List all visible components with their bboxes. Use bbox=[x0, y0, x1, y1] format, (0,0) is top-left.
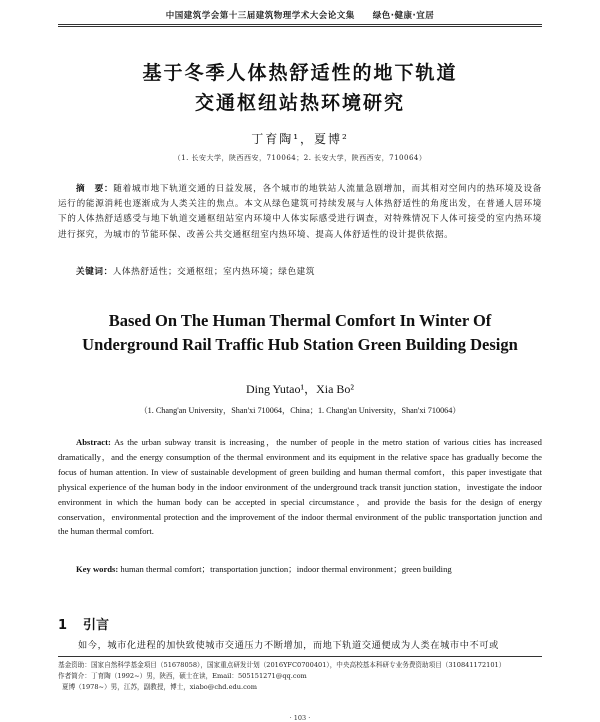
intro-text: 如今，城市化进程的加快致使城市交通压力不断增加，而地下轨道交通便成为人类在城市中不可或 bbox=[78, 640, 499, 651]
chinese-keywords bbox=[76, 265, 542, 277]
footnotes bbox=[58, 660, 542, 694]
footnote-rule bbox=[58, 656, 542, 657]
english-keywords-label: Key words: bbox=[76, 564, 119, 574]
footnote-corresponding: 夏博（1978~）男，江苏，副教授，博士，xiabo@chd.edu.com bbox=[62, 683, 257, 692]
english-keywords bbox=[58, 562, 542, 577]
intro-first-line bbox=[58, 637, 548, 651]
section-number: 1 bbox=[58, 618, 68, 633]
footnote-author-intro: 作者简介：丁育陶（1992~）男，陕西，硕士在读，Email：505151271@qq.com bbox=[58, 672, 307, 681]
chinese-title-line-1: 基于冬季人体热舒适性的地下轨道 bbox=[142, 62, 458, 84]
footnote-funding: 基金资助：国家自然科学基金项目（51678058），国家重点研发计划（2016YFC0700401），中央高校基本科研专业务费资助项目（310841172101） bbox=[58, 661, 506, 669]
english-abstract-label: Abstract: bbox=[76, 437, 111, 447]
section-heading bbox=[58, 614, 109, 633]
english-abstract bbox=[58, 435, 542, 539]
english-authors: Ding Yutao¹，Xia Bo² bbox=[245, 382, 355, 396]
english-title-line-2: Underground Rail Traffic Hub Station Green Building Design bbox=[82, 335, 518, 354]
page-number: · 103 · bbox=[289, 714, 311, 722]
header-rule-top bbox=[58, 24, 542, 25]
english-title bbox=[0, 309, 600, 357]
chinese-abstract bbox=[58, 182, 542, 243]
header-rule-bottom bbox=[58, 26, 542, 27]
english-abstract-text: As the urban subway transit is increasing，the number of people in the metro station of various cities has increased dramatically，and the energy consumption of the thermal environment and its equipment in the relative space has gradually become the focus of human attention. In view of sustainable development of green building and human thermal comfort，this paper investigate that physical experience of the human body in the indoor environment of the underground track transit junction station，investigate the indoor environment in which the human body can be accepted in special circumstance，and provide the basis for the design of energy conservation，environmental protection and the improvement of the indoor thermal environment of the public transportation junction and the human thermal comfort. bbox=[58, 437, 542, 537]
english-keywords-text: human thermal comfort；transportation junction；indoor thermal environment；green building bbox=[120, 564, 452, 574]
chinese-authors: 丁育陶¹，夏博² bbox=[251, 132, 349, 146]
chinese-title-line-2: 交通枢纽站热环境研究 bbox=[194, 92, 405, 114]
running-header: 中国建筑学会第十三届建筑物理学术大会论文集 绿色·健康·宜居 bbox=[165, 11, 435, 21]
chinese-keywords-label: 关键词： bbox=[76, 267, 113, 277]
section-title: 引言 bbox=[83, 618, 110, 633]
chinese-affiliation: （1. 长安大学，陕西西安，710064；2. 长安大学，陕西西安，710064） bbox=[173, 154, 427, 162]
chinese-abstract-label: 摘 要： bbox=[76, 184, 114, 194]
chinese-keywords-text: 人体热舒适性；交通枢纽；室内热环境；绿色建筑 bbox=[112, 267, 316, 277]
chinese-abstract-text: 随着城市地下轨道交通的日益发展，各个城市的地铁站人流量急剧增加，而其相对空间内的热环境及设备运行的能源消耗也逐渐成为人类关注的焦点。本文从绿色建筑可持续发展与人体热舒适性的角度出发，在普通人居环境下的人体热舒适感受与地下轨道交通枢纽站室内环境中人体实际感受进行调查，对特殊情况下人体可接受的室内热环境进行探究，为城市的节能环保、改善公共交通枢纽室内热环境、提高人体舒适性的设计提供依据。 bbox=[58, 184, 542, 240]
english-affiliation: （1. Chang'an University，Shan'xi 710064，China；1. Chang'an University，Shan'xi 710064） bbox=[139, 406, 461, 415]
english-title-line-1: Based On The Human Thermal Comfort In Winter Of bbox=[108, 311, 492, 330]
